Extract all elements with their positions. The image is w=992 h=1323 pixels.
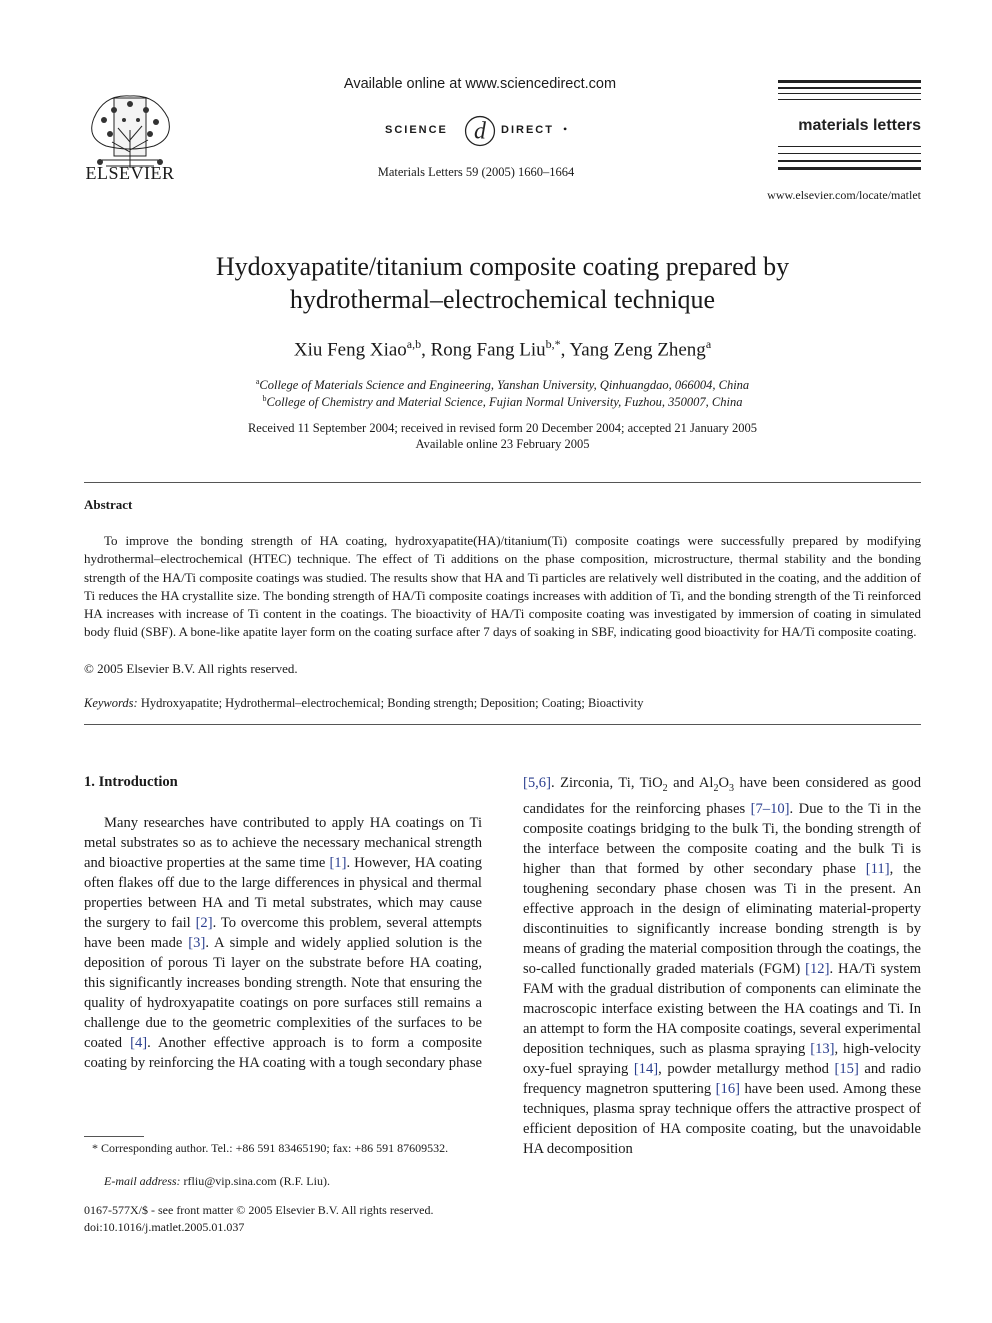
abstract-text: To improve the bonding strength of HA coating, hydroxyapatite(HA)/titanium(Ti) composite coatings were successfully prepared by modifying hydrothermal–electrochemical (HTEC) technique. The effect of Ti additions on the phase composition, microstructure, thermal stability and the bonding strength of the HA/Ti composite coatings was studied. The results show that HA and Ti particles are relatively well distributed in the coating, and the addition of Ti reduces the HA crystallite size. The bonding strength of HA/Ti composite coatings increases with addition of Ti, and the bonding strength of the Ti reinforced HA increases with increase of Ti content in the coatings. The bioactivity of HA/Ti composite coating was investigated by immersion of coating in simulated body fluid (SBF). A bone-like apatite layer form on the coating surface after 7 days of soaking in SBF, indicating good bioactivity for HA/Ti composite coating. [84, 533, 921, 640]
author-list: Xiu Feng Xiao$^{a,b}$, Rong Fang Liu$^{b,*}$, Yang Zeng Zheng$^a$ [293, 337, 712, 361]
body-text: . Due to the Ti in the composite coatings bridging to the bulk Ti, the bonding strength of the interface between the composite coating and the bulk Ti is higher than that formed by other secondary phase [523, 800, 921, 877]
citation-link[interactable]: [13] [810, 1040, 835, 1057]
sd-left-text: SCIENCE [385, 124, 448, 136]
available-online-text[interactable]: Available online at www.sciencedirect.com [343, 76, 617, 92]
article-title [84, 250, 921, 316]
body-text: and Al [667, 775, 714, 791]
citation-link[interactable]: [4] [130, 1035, 148, 1051]
journal-title: materials letters [798, 117, 921, 134]
body-column-left [84, 813, 482, 1073]
citation-link[interactable]: [2] [195, 915, 213, 931]
author-sup: a,b [406, 337, 422, 351]
author-name: Yang Zeng Zheng [569, 339, 706, 361]
corresponding-author-footnote: * Corresponding author. Tel.: +86 591 83465190; fax: +86 591 87609532. [92, 1141, 449, 1155]
sciencedirect-logo [385, 112, 575, 154]
front-matter [84, 1202, 434, 1236]
divider [84, 724, 921, 725]
body-text: , powder metallurgy method [658, 1060, 835, 1077]
author-name: Xiu Feng Xiao [293, 339, 407, 361]
keywords-list: Hydroxyapatite; Hydrothermal–electrochemical; Bonding strength; Deposition; Coating; Bioactivity [140, 696, 644, 710]
body-text: . To overcome this problem, several attempts have been made [84, 915, 482, 951]
subscript: 2 [662, 782, 668, 794]
affiliation-label: b [262, 394, 267, 403]
affiliation-a [84, 377, 921, 393]
body-text: . However, HA coating often flakes off due to the large differences in physical and thermal properties between HA and Ti metal substrates, which may cause the surgery to fail [84, 855, 482, 931]
body-text: and radio frequency magnetron sputtering [523, 1060, 921, 1097]
citation-link[interactable]: [7–10] [750, 800, 790, 817]
doi[interactable]: doi:10.1016/j.matlet.2005.01.037 [84, 1220, 245, 1234]
journal-rule-top [778, 80, 921, 105]
body-text: have been considered as good candidates for the reinforcing phases [523, 775, 921, 817]
subscript: 3 [729, 782, 735, 794]
sd-dot-icon: • [563, 122, 568, 136]
keywords-label: Keywords: [84, 696, 138, 710]
email-label: E-mail address: [104, 1174, 181, 1188]
body-text: , high-velocity oxy-fuel spraying [523, 1040, 921, 1077]
journal-citation: Materials Letters 59 (2005) 1660–1664 [377, 165, 575, 179]
citation-link[interactable]: [3] [188, 935, 206, 951]
body-column-right [523, 773, 921, 1159]
section-heading: 1. Introduction [84, 774, 178, 790]
keywords [84, 696, 644, 711]
available-date: Available online 23 February 2005 [415, 437, 590, 451]
abstract-heading: Abstract [84, 497, 133, 512]
subscript: 2 [713, 782, 719, 794]
body-text: . Another effective approach is to form a composite coating by reinforcing the HA coating with a tough secondary phase [84, 1035, 482, 1071]
email-address[interactable]: rfliu@vip.sina.com (R.F. Liu). [183, 1174, 330, 1188]
citation-link[interactable]: [12] [805, 960, 830, 977]
publisher-name: ELSEVIER [85, 163, 175, 183]
body-text: . Zirconia, Ti, TiO [550, 775, 663, 791]
body-text: , the toughening secondary phase chosen was Ti in the present. An effective approach in the design of eliminating material-property discontinuities to significantly increase bonding strength is by means of grading the material composition through the coatings, the so-called functionally graded materials (FGM) [523, 860, 921, 977]
affiliation-text: College of Materials Science and Engineering, Yanshan University, Qinhuangdao, 066004, China [259, 378, 750, 393]
email-footnote [84, 1173, 482, 1190]
affiliation-label: a [255, 377, 260, 386]
body-text: O [718, 775, 730, 791]
svg-text:d: d [474, 118, 486, 145]
journal-url[interactable]: www.elsevier.com/locate/matlet [767, 188, 921, 202]
citation-link[interactable]: [5,6] [523, 775, 551, 791]
body-text: Many researches have contributed to apply HA coatings on Ti metal substrates so as to achieve the necessary mechanical strength and bioactive properties at the same time [84, 815, 482, 871]
affiliation-b [84, 394, 921, 410]
copyright-notice: © 2005 Elsevier B.V. All rights reserved. [84, 661, 298, 676]
title-line-2: hydrothermal–electrochemical technique [289, 285, 716, 314]
sd-right-text: DIRECT [501, 124, 554, 136]
sciencedirect-d-icon [463, 112, 497, 150]
citation-link[interactable]: [15] [834, 1060, 859, 1077]
citation-link[interactable]: [14] [633, 1060, 659, 1077]
citation-link[interactable]: [11] [865, 860, 890, 877]
body-text: have been used. Among these techniques, plasma spray technique offers the attractive prospect of efficient deposition of HA composite coating, but the unavoidable HA decomposition [523, 1080, 922, 1157]
citation-link[interactable]: [16] [715, 1080, 740, 1097]
front-matter-issn: 0167-577X/$ - see front matter © 2005 Elsevier B.V. All rights reserved. [84, 1203, 434, 1217]
affiliation-text: College of Chemistry and Material Science, Fujian Normal University, Fuzhou, 350007, China [266, 395, 743, 410]
citation-link[interactable]: [1] [329, 855, 347, 871]
footnote-rule [84, 1136, 144, 1137]
divider [84, 482, 921, 483]
title-line-1: Hydoxyapatite/titanium composite coating prepared by [215, 252, 790, 281]
author-name: Rong Fang Liu [430, 339, 546, 361]
body-text: . A simple and widely applied solution is the deposition of porous Ti layer on the substrate before HA coating, this significantly increases bonding strength. Note that ensuring the quality of hydroxyapatite coatings on pore surfaces still remains a challenge due to the geometric complexities of the surfaces to be coated [84, 935, 482, 1051]
body-text: . HA/Ti system FAM with the gradual distribution of components can eliminate the macroscopic interface existing between the HA coatings and Ti. In an attempt to form the HA composite coatings, several experimental deposition techniques, such as plasma spraying [523, 960, 922, 1057]
journal-rule-bottom [778, 146, 921, 174]
author-sup: a [705, 337, 712, 351]
received-dates: Received 11 September 2004; received in revised form 20 December 2004; accepted 21 January 2005 [247, 421, 758, 435]
author-sup[interactable]: b,* [545, 337, 561, 351]
